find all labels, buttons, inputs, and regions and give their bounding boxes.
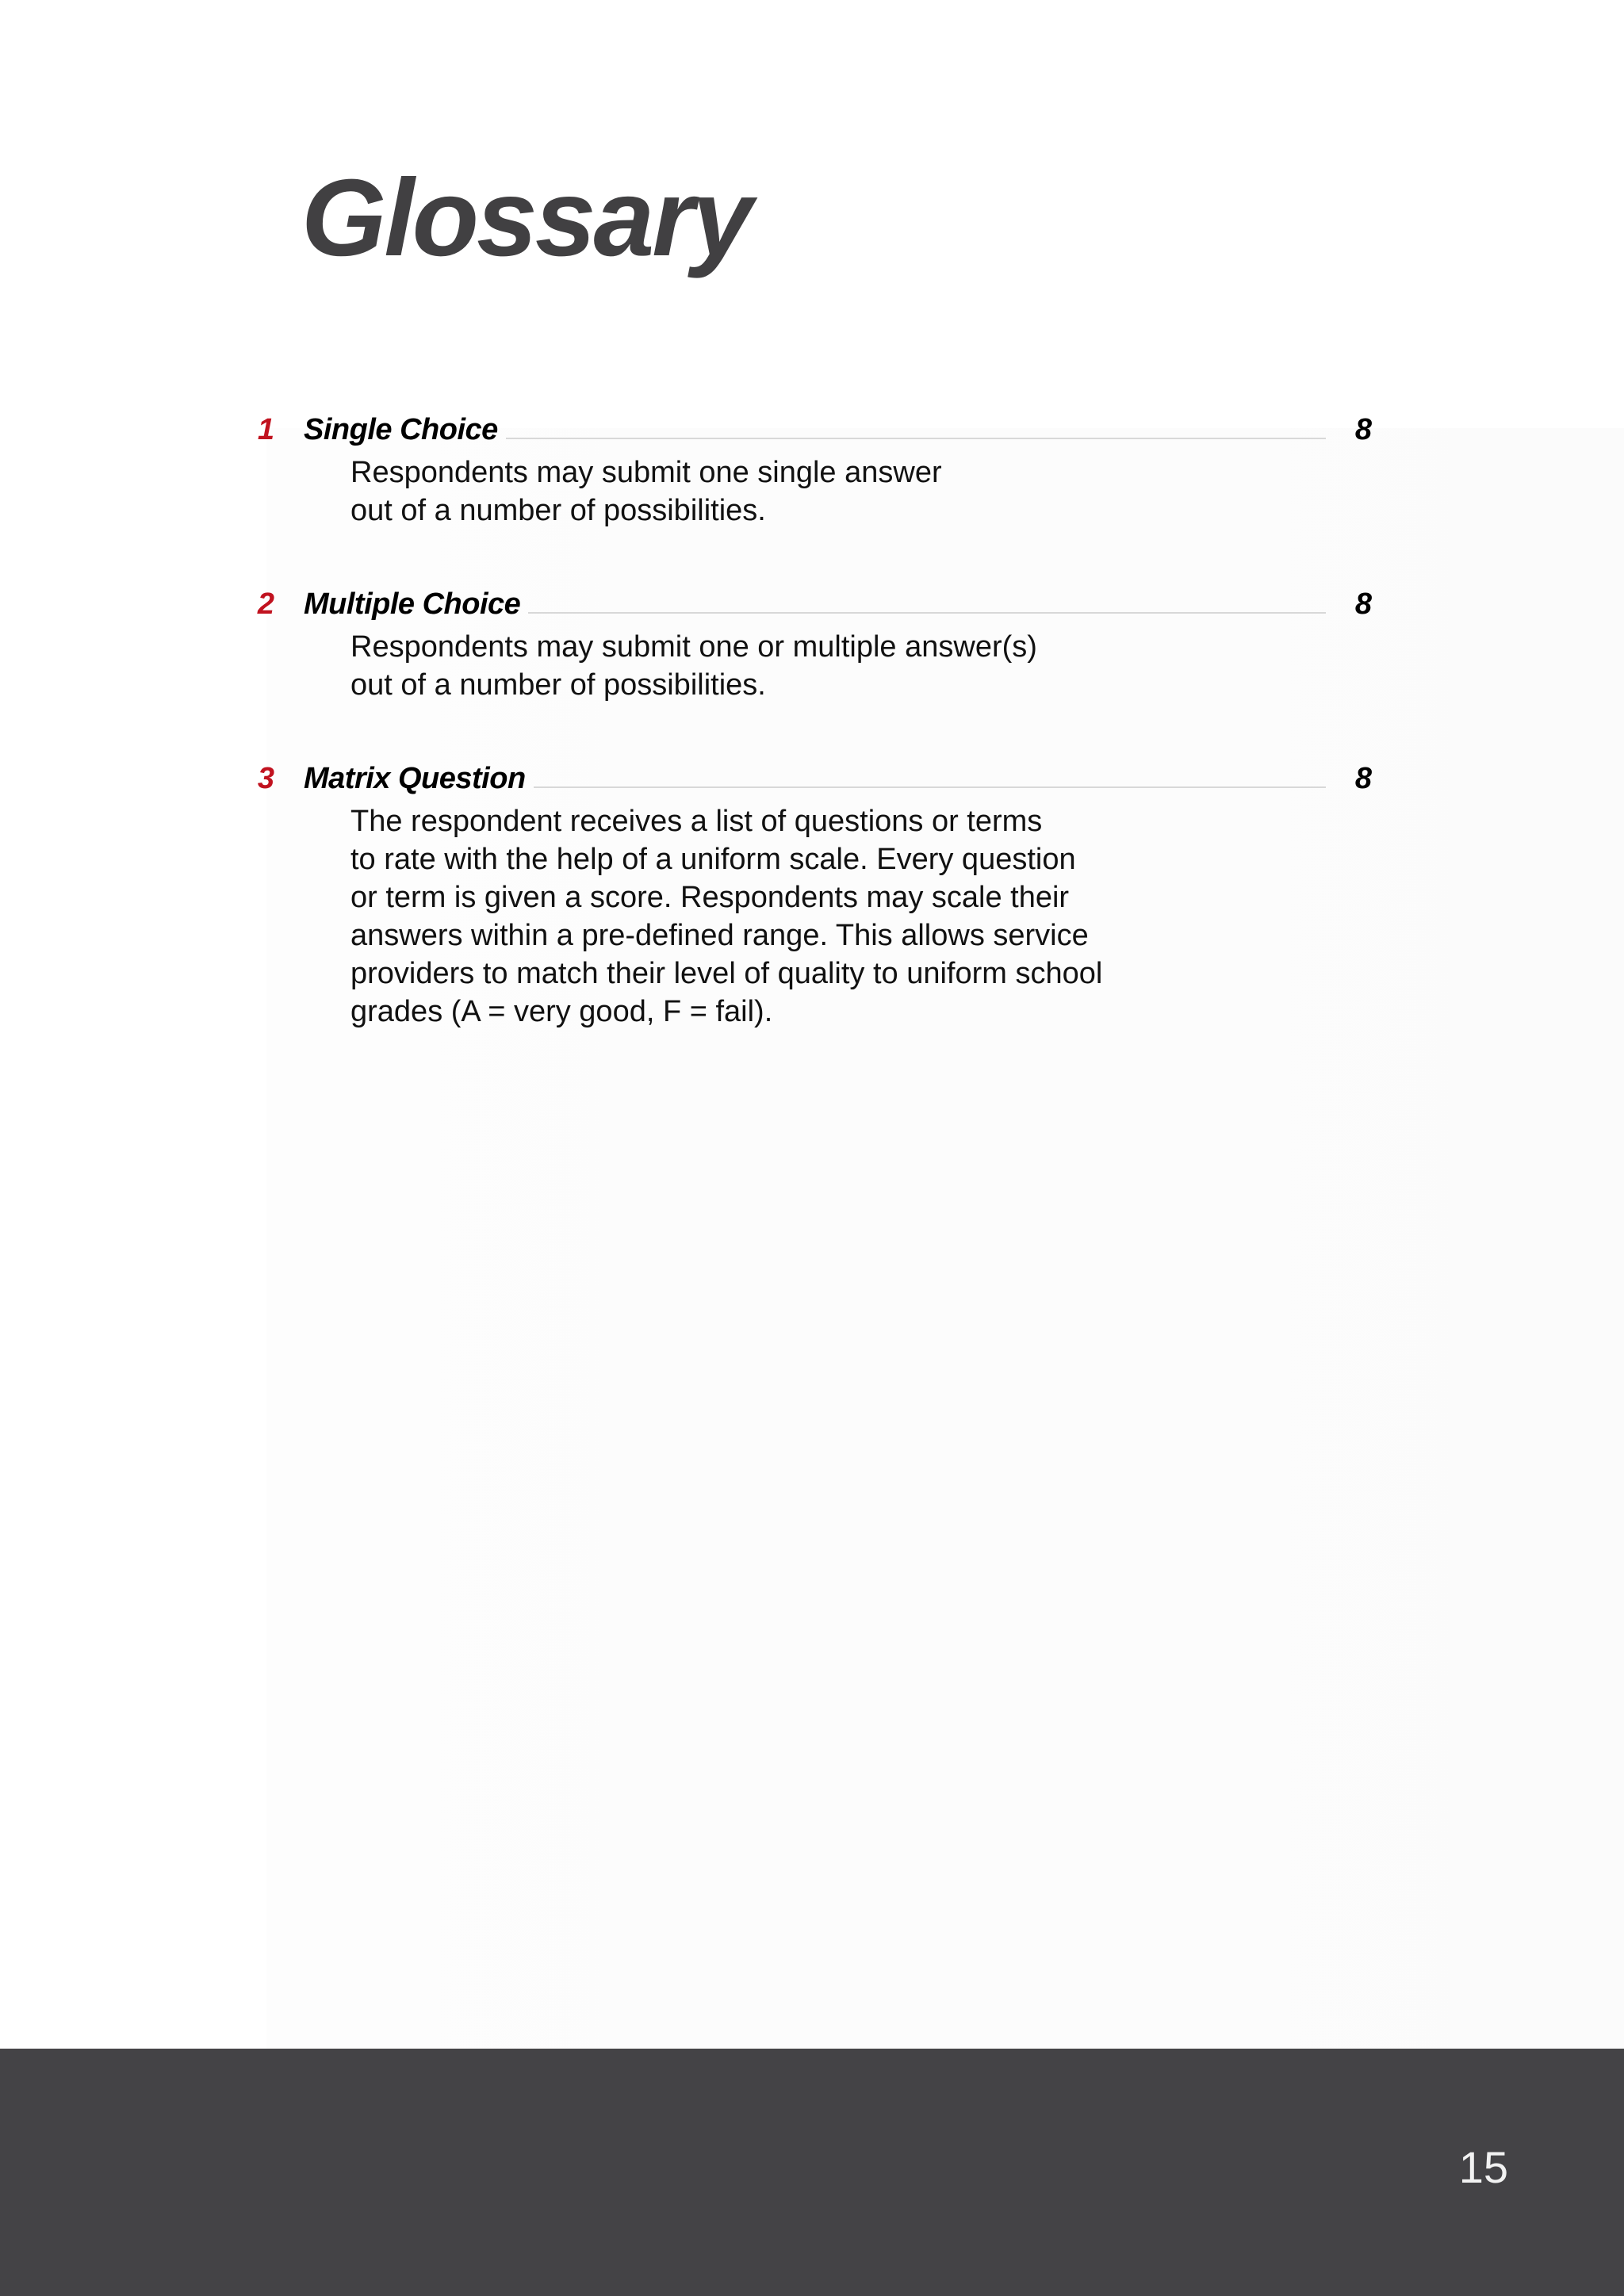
entry-number: 2 — [257, 587, 274, 621]
leader-line — [506, 438, 1326, 439]
entry-term-row — [304, 408, 1326, 452]
entry-page-reference: 8 — [1354, 413, 1372, 446]
glossary-entry-matrix-question — [0, 756, 1624, 1028]
entry-description: Respondents may submit one or multiple answer(s) out of a number of possibilities. — [350, 630, 1037, 702]
entry-term-row — [304, 756, 1326, 801]
entry-page-reference: 8 — [1354, 762, 1372, 795]
entry-header — [0, 408, 1624, 452]
entry-header — [0, 582, 1624, 626]
glossary-entry-single-choice — [0, 408, 1624, 527]
entry-page-reference: 8 — [1354, 587, 1372, 621]
entry-term: Multiple Choice — [304, 587, 521, 621]
entry-term: Single Choice — [304, 413, 498, 446]
leader-line — [528, 612, 1326, 614]
page-footer — [0, 2049, 1624, 2296]
entry-description: The respondent receives a list of questions or terms to rate with the help of a uniform scale. Every question or term is given a score. Respondents may scale their answers within a pre-defined range. This allows service providers to match their level of quality to uniform school grades (A = very good, F = fail). — [350, 805, 1103, 1028]
glossary-entry-multiple-choice — [0, 582, 1624, 702]
page-number: 15 — [1458, 2142, 1508, 2192]
entry-description: Respondents may submit one single answer out of a number of possibilities. — [350, 456, 942, 527]
entry-number: 1 — [257, 413, 274, 446]
page-title: Glossary — [301, 157, 751, 279]
entry-number: 3 — [257, 762, 274, 795]
entry-header — [0, 756, 1624, 801]
entry-term-row — [304, 582, 1326, 626]
entry-term: Matrix Question — [304, 762, 526, 795]
leader-line — [534, 786, 1326, 788]
